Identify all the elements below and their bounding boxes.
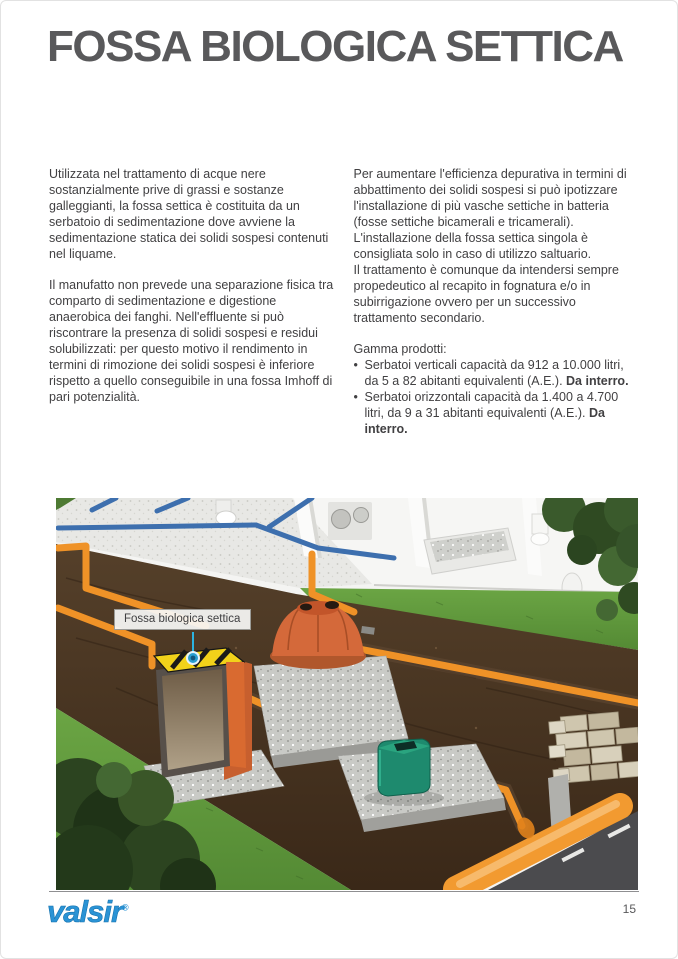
illustration-canvas bbox=[56, 498, 638, 890]
product-item-emphasis: Da interro. bbox=[364, 406, 605, 436]
intro-right-column bbox=[354, 166, 640, 437]
intro-left-column bbox=[49, 166, 335, 437]
footer-divider bbox=[49, 891, 639, 892]
registered-mark: ® bbox=[122, 902, 128, 913]
products-list bbox=[354, 357, 640, 437]
product-item-description: Serbatoi orizzontali capacità da 1.400 a 4.700 litri, da 9 a 31 abitanti equivalenti (A.E.). bbox=[364, 390, 619, 420]
callout-fossa-biologica-settica bbox=[114, 609, 251, 630]
callout-label: Fossa biologica settica bbox=[124, 613, 241, 625]
valsir-logo bbox=[47, 894, 128, 930]
septic-system-illustration bbox=[56, 498, 638, 890]
page-title: FOSSA BIOLOGICA SETTICA bbox=[47, 22, 623, 71]
paragraph: Utilizzata nel trattamento di acque nere sostanzialmente prive di grassi e sostanze galleggianti, la fossa settica è costituita da un serbatoio di sedimentazione dove avviene la sedimentazione statica dei solidi sospesi contenuti nel liquame. bbox=[49, 167, 329, 261]
paragraph: Il manufatto non prevede una separazione fisica tra comparto di sedimentazione e digestione anaerobica dei fanghi. Nell'effluente si può riscontrare la presenza di solidi sospesi e residui solubilizzati: per questo motivo il rendimento in termini di rimozione dei solidi sospesi è inferiore rispetto a quello conseguibile in una fossa Imhoff di pari potenzialità. bbox=[49, 278, 334, 404]
bullet-icon: • bbox=[353, 358, 358, 372]
list-item bbox=[354, 357, 640, 389]
logo-text: valsir bbox=[47, 894, 123, 929]
products-heading: Gamma prodotti: bbox=[353, 342, 447, 356]
paragraph: Il trattamento è comunque da intendersi sempre propedeutico al recapito in fognatura e/o in subirrigazione ovvero per un successivo trattamento secondario. bbox=[353, 263, 619, 325]
paragraph: L'installazione della fossa settica singola è consigliata solo in caso di utilizzo saltuario. bbox=[353, 231, 592, 261]
product-item-emphasis: Da interro. bbox=[566, 374, 629, 388]
bullet-icon: • bbox=[353, 390, 358, 404]
paragraph: Per aumentare l'efficienza depurativa in termini di abbattimento dei solidi sospesi si può ipotizzare l'installazione di più vasche settiche in batteria (fosse settiche bicamerali e tricamerali). bbox=[353, 167, 627, 229]
product-item-text bbox=[365, 389, 640, 437]
intro-text bbox=[49, 166, 639, 437]
list-item bbox=[354, 389, 640, 437]
page-number: 15 bbox=[622, 902, 636, 916]
product-item-description: Serbatoi verticali capacità da 912 a 10.000 litri, da 5 a 82 abitanti equivalenti (A.E.). bbox=[364, 358, 624, 388]
product-item-text bbox=[365, 357, 640, 389]
